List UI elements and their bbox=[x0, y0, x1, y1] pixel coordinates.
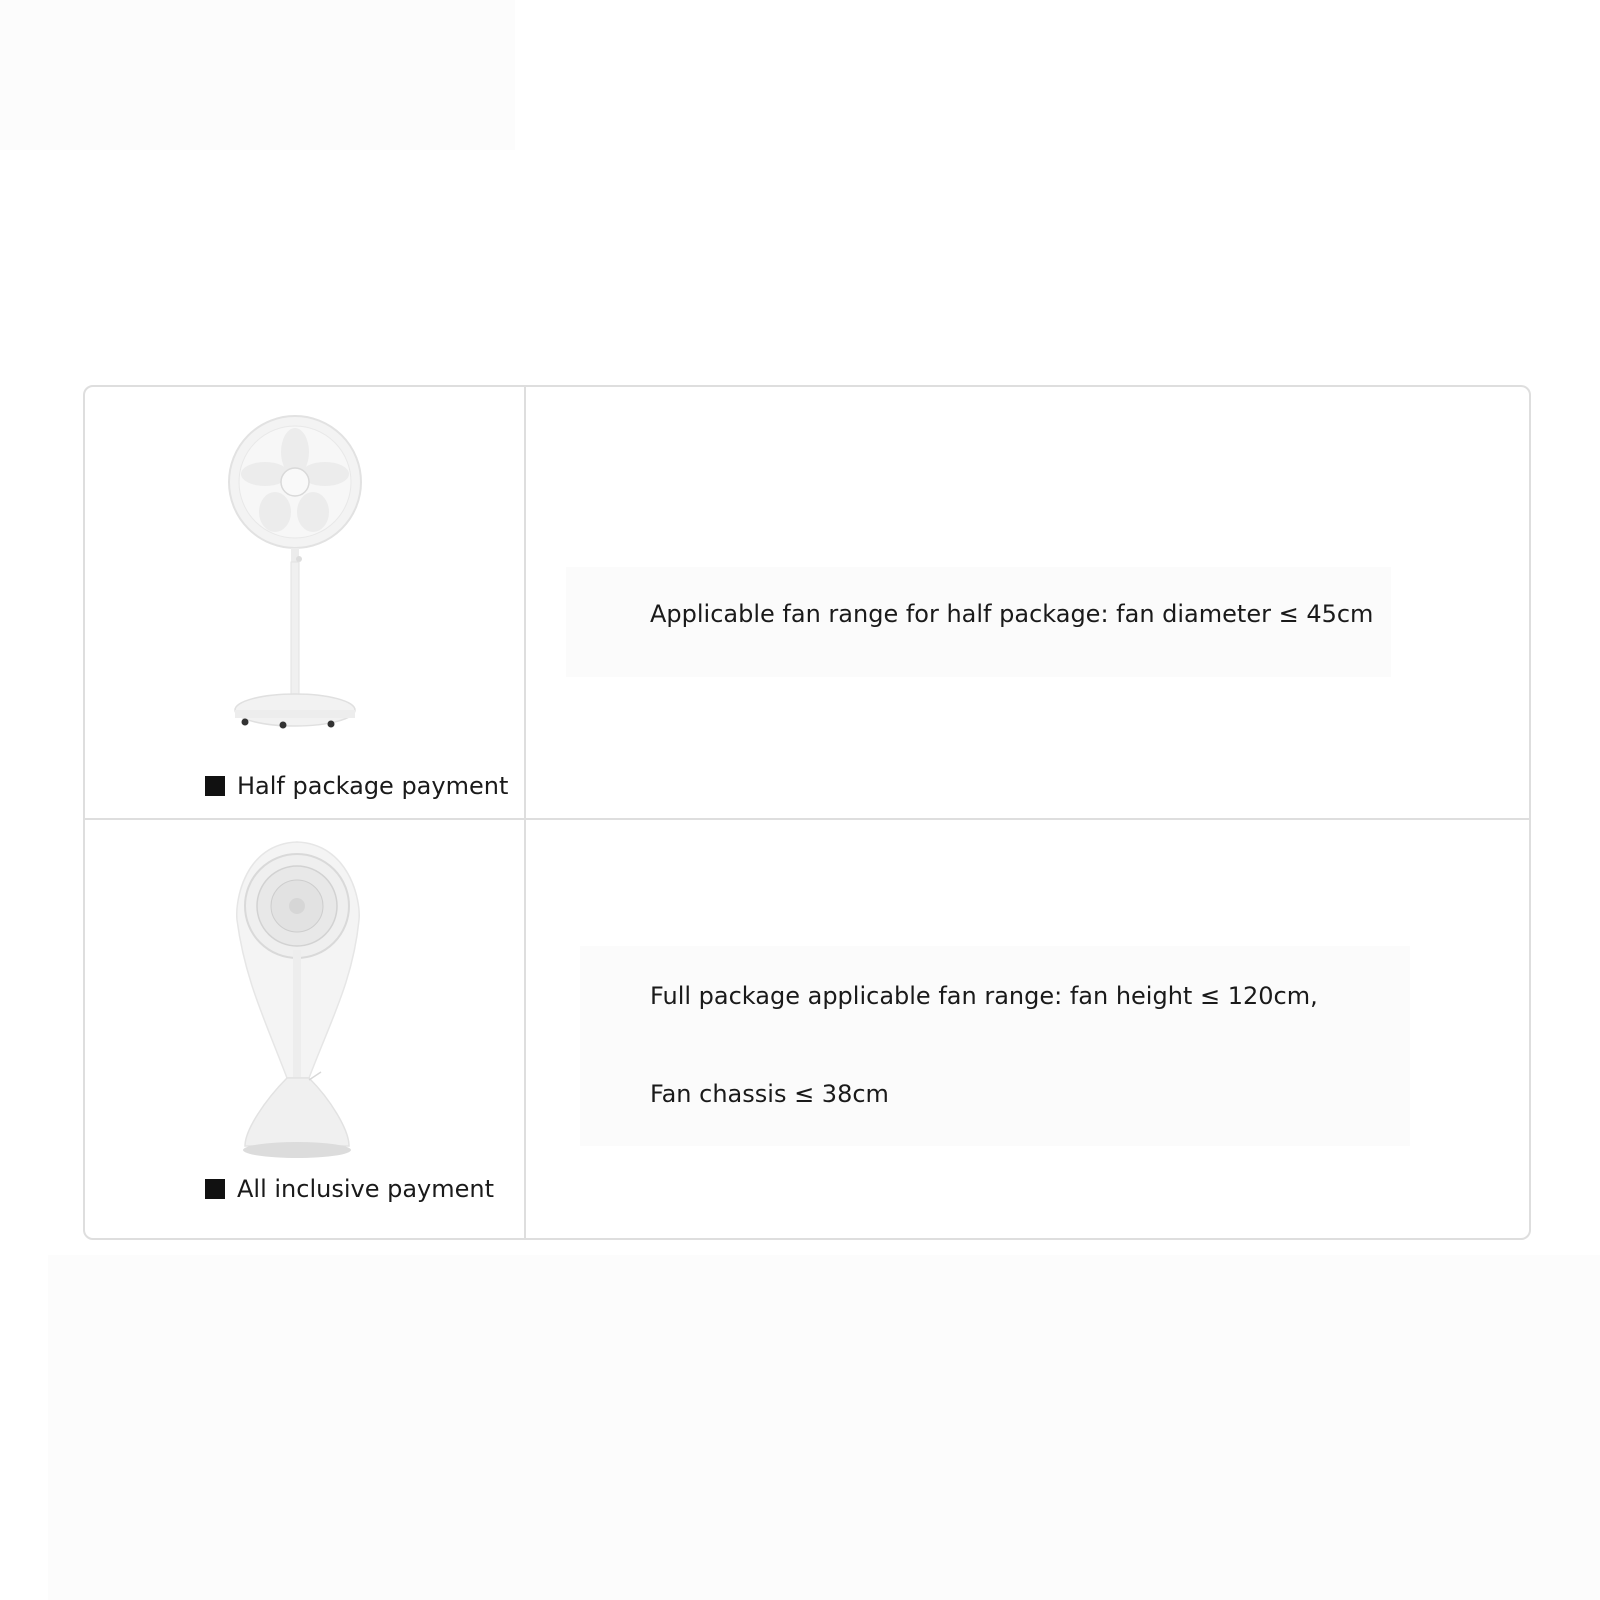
spec-text-cell bbox=[526, 387, 1529, 818]
all-inclusive-caption bbox=[205, 1175, 494, 1203]
spec-line: Applicable fan range for half package: fan diameter ≤ 45cm bbox=[650, 600, 1374, 628]
standing-fan-full-cover-image bbox=[225, 840, 370, 1165]
product-image-cell bbox=[85, 387, 526, 818]
caption-label: Half package payment bbox=[237, 772, 509, 800]
table-row bbox=[85, 820, 1529, 1238]
bullet-square-icon bbox=[205, 776, 225, 796]
spec-text-cell bbox=[526, 820, 1529, 1238]
background-block bbox=[48, 1255, 1600, 1600]
standing-fan-half-cover-image bbox=[215, 412, 375, 742]
spec-line: Fan chassis ≤ 38cm bbox=[650, 1080, 889, 1108]
half-package-caption bbox=[205, 772, 508, 800]
table-row bbox=[85, 387, 1529, 820]
fan-cover-spec-table bbox=[83, 385, 1531, 1240]
caption-label: All inclusive payment bbox=[237, 1175, 495, 1203]
spec-line: Full package applicable fan range: fan height ≤ 120cm, bbox=[650, 982, 1318, 1010]
spec-text-box bbox=[580, 946, 1410, 1146]
background-block bbox=[0, 0, 515, 150]
product-image-cell bbox=[85, 820, 526, 1238]
bullet-square-icon bbox=[205, 1179, 225, 1199]
spec-text-box bbox=[566, 567, 1391, 677]
